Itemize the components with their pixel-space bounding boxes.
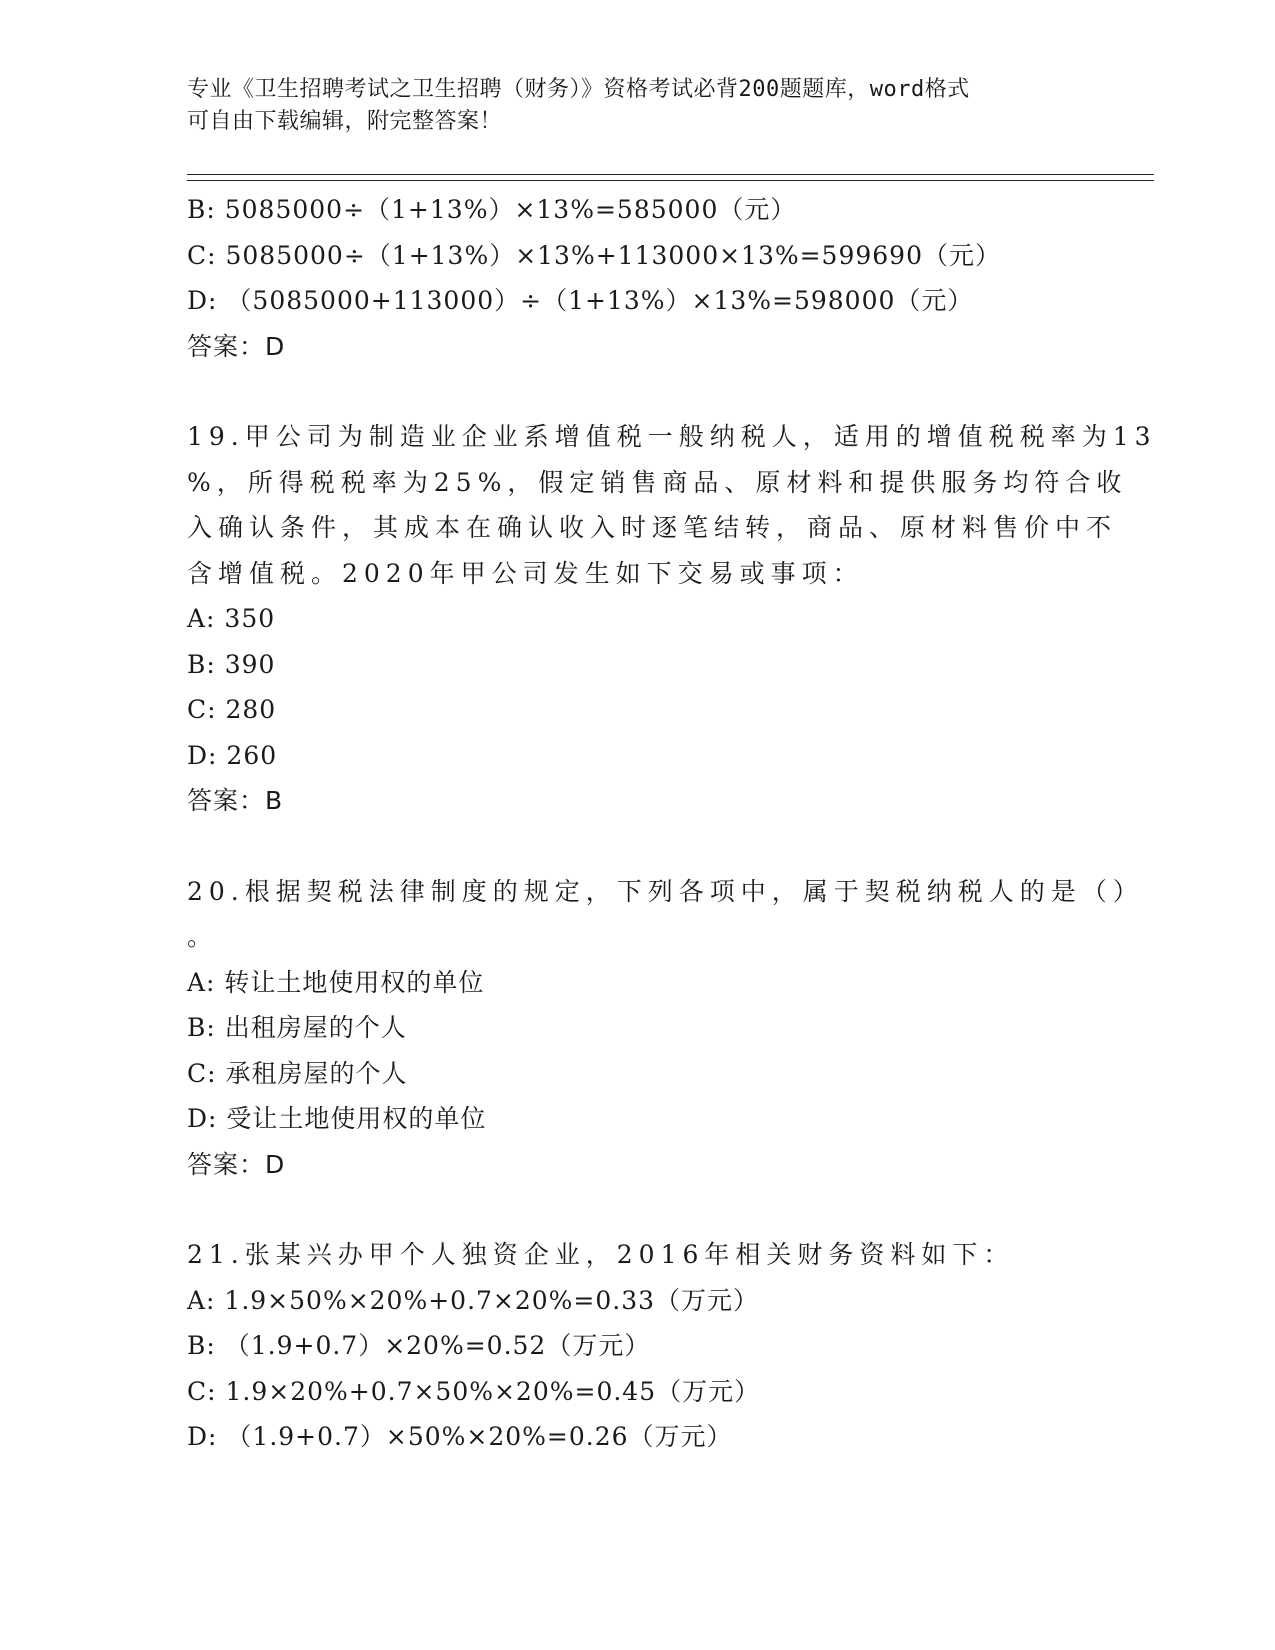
option-d: D: （5085000+113000）÷（1+13%）×13%=598000（元） (187, 286, 974, 315)
option-a: A: 1.9×50%×20%+0.7×20%=0.33（万元） (187, 1285, 760, 1315)
stem-line: %，所得税税率为25%，假定销售商品、原材料和提供服务均符合收 (187, 467, 1128, 497)
document-header (187, 74, 1087, 138)
option-c: C: 280 (187, 695, 277, 724)
option-b: B: 390 (187, 649, 276, 679)
option-c: C: 5085000÷（1+13%）×13%+113000×13%=599690（元） (187, 240, 1001, 270)
question-stem (187, 414, 1157, 596)
answer: 答案：B (187, 786, 284, 815)
stem-line: 21.张某兴办甲个人独资企业，2016年相关财务资料如下： (187, 1240, 1015, 1269)
header-line-2: 可自由下载编辑，附完整答案！ (187, 109, 503, 134)
option-d: D: 受让土地使用权的单位 (187, 1104, 487, 1133)
spacer (187, 1187, 1087, 1232)
stem-line: 20.根据契税法律制度的规定，下列各项中，属于契税纳税人的是（） (187, 876, 1144, 906)
stem-line: 含增值税。2020年甲公司发生如下交易或事项： (187, 558, 864, 588)
stem-line: 。 (187, 922, 219, 951)
option-d: D: 260 (187, 740, 278, 770)
question-18-tail (187, 187, 1087, 369)
question-20 (187, 869, 1144, 1188)
option-b: B: （1.9+0.7）×20%=0.52（万元） (187, 1331, 651, 1360)
answer: 答案：D (187, 331, 286, 361)
question-21 (187, 1232, 1087, 1460)
header-rule-bottom (187, 180, 1154, 181)
question-content (187, 187, 1157, 1460)
option-d: D: （1.9+0.7）×50%×20%=0.26（万元） (187, 1422, 733, 1451)
option-b: B: 出租房屋的个人 (187, 1013, 407, 1042)
option-c: C: 承租房屋的个人 (187, 1058, 408, 1088)
header-rule-top (187, 174, 1154, 175)
spacer (187, 824, 1087, 869)
header-line-1: 专业《卫生招聘考试之卫生招聘（财务）》资格考试必背200题题库，word格式 (187, 77, 970, 102)
question-stem (187, 1232, 1087, 1278)
option-a: A: 350 (187, 604, 276, 633)
stem-line: 入确认条件，其成本在确认收入时逐笔结转，商品、原材料售价中不 (187, 513, 1118, 542)
spacer (187, 369, 1087, 414)
option-b: B: 5085000÷（1+13%）×13%=585000（元） (187, 195, 797, 224)
question-stem (187, 869, 1144, 960)
answer: 答案：D (187, 1149, 286, 1179)
stem-line: 19.甲公司为制造业企业系增值税一般纳税人，适用的增值税税率为13 (187, 422, 1157, 451)
option-c: C: 1.9×20%+0.7×50%×20%=0.45（万元） (187, 1376, 761, 1406)
option-a: A: 转让土地使用权的单位 (187, 967, 485, 997)
question-19 (187, 414, 1157, 824)
